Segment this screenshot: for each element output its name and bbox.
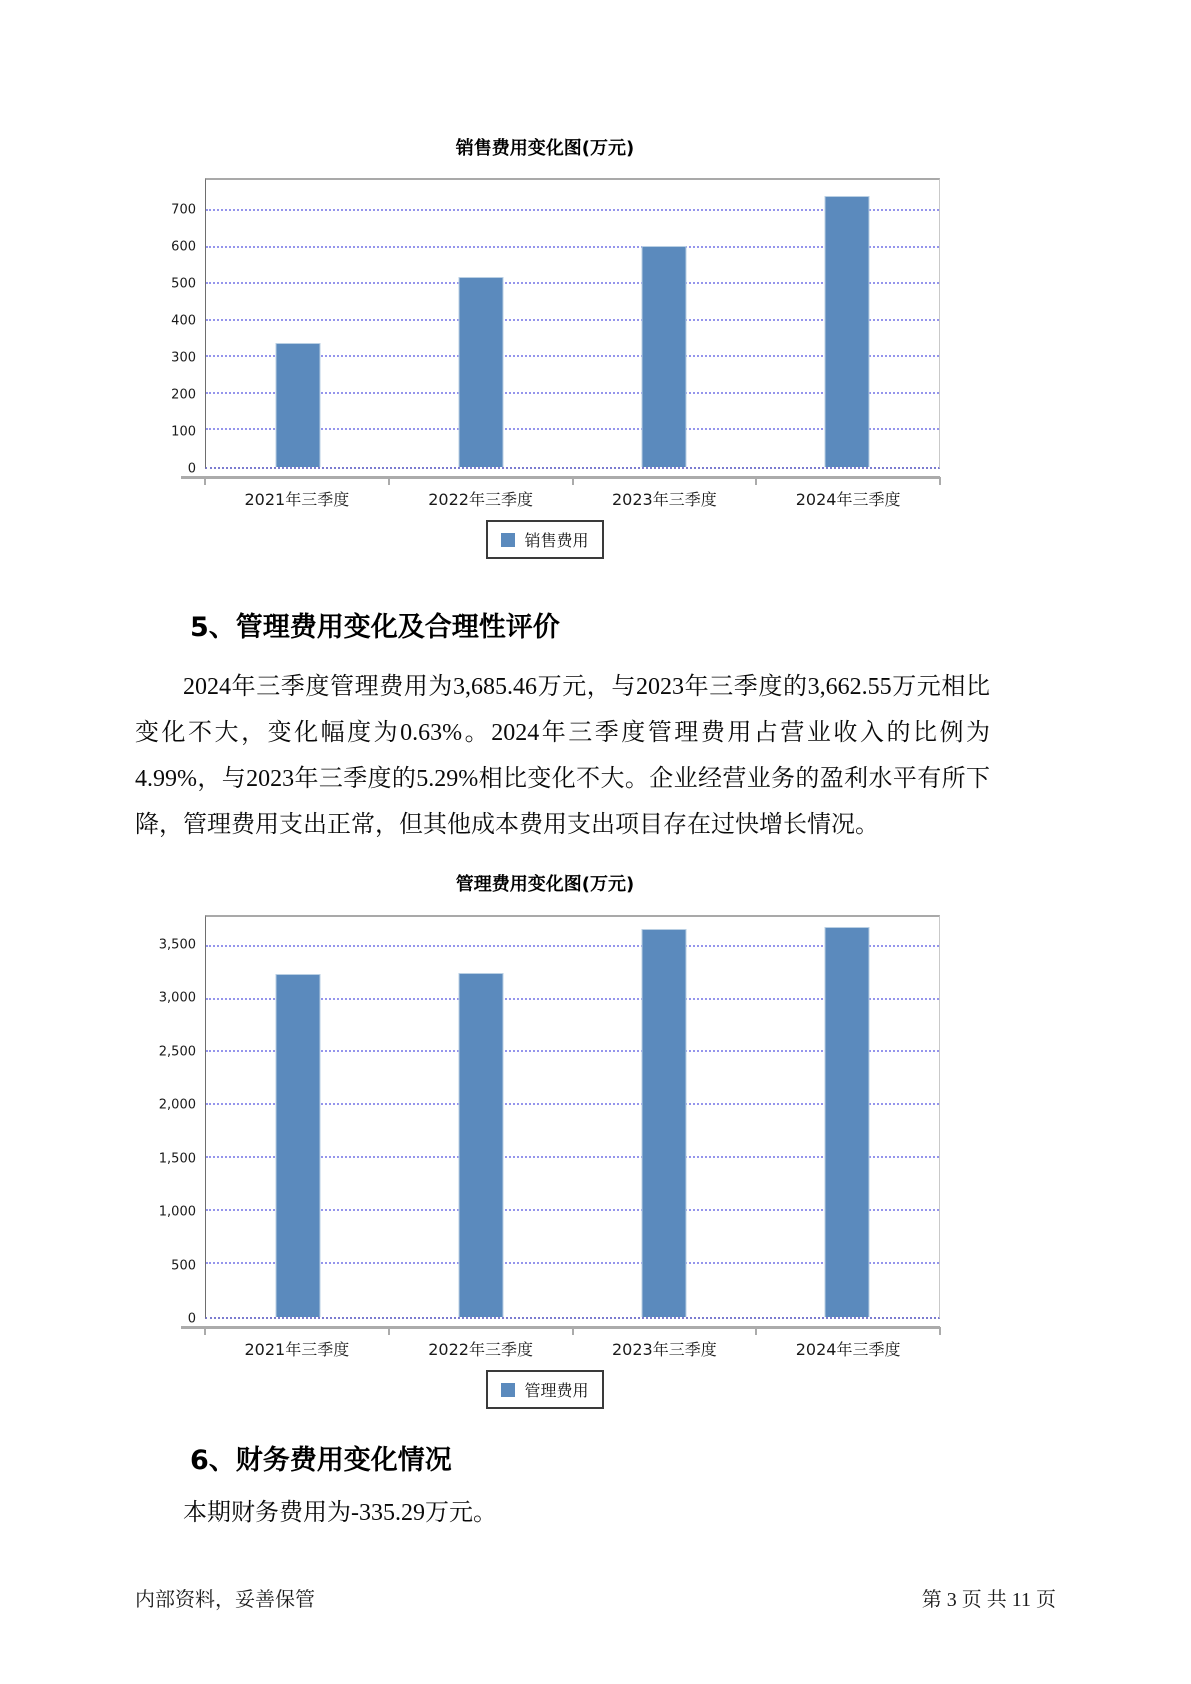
legend-label: 管理费用 [524, 1381, 589, 1400]
chart-title: 销售费用变化图(万元) [455, 138, 635, 159]
x-axis-label: 2021年三季度 [244, 490, 350, 509]
section-5-heading: 5、管理费用变化及合理性评价 [190, 612, 560, 644]
x-axis-label: 2023年三季度 [612, 490, 717, 509]
x-axis-strip-row [150, 476, 940, 487]
x-axis-labels [205, 487, 940, 510]
y-tick-label: 500 [171, 1258, 196, 1274]
y-tick-label: 2,000 [158, 1097, 196, 1113]
section-6-paragraph: 本期财务费用为-335.29万元。 [183, 1500, 497, 1526]
plot-area [205, 915, 940, 1319]
x-axis-tick [939, 1327, 941, 1335]
plot-row [150, 915, 940, 1327]
y-tick-label: 200 [171, 387, 196, 403]
footer-page-number: 第 3 页 共 11 页 [921, 1589, 1056, 1611]
x-axis-line [181, 476, 940, 479]
x-axis-label: 2024年三季度 [795, 1340, 901, 1359]
y-tick-label: 400 [171, 313, 196, 329]
y-axis [150, 178, 205, 477]
axis-spacer [150, 487, 205, 510]
bar-2022年三季度 [458, 277, 503, 467]
section-6-heading: 6、财务费用变化情况 [190, 1445, 452, 1477]
x-axis-tick [755, 477, 757, 485]
axis-spacer [150, 1337, 205, 1360]
x-axis-tick [204, 477, 206, 485]
x-axis-label: 2022年三季度 [428, 1340, 533, 1359]
legend-row [150, 520, 940, 559]
y-tick-label: 100 [171, 424, 196, 440]
y-tick-label: 3,500 [158, 937, 196, 953]
bar-2024年三季度 [825, 196, 870, 467]
y-tick-label: 0 [187, 1311, 196, 1327]
x-axis-tick [388, 477, 390, 485]
bar-2024年三季度 [825, 927, 870, 1317]
x-axis-tick [388, 1327, 390, 1335]
chart-title: 管理费用变化图(万元) [455, 874, 635, 895]
bar-2023年三季度 [642, 929, 687, 1317]
plot-row [150, 178, 940, 477]
bar-2021年三季度 [275, 343, 320, 467]
x-axis [205, 1326, 940, 1337]
legend-label: 销售费用 [524, 531, 589, 550]
legend [486, 520, 603, 559]
x-axis-tick [204, 1327, 206, 1335]
y-tick-label: 1,000 [158, 1204, 196, 1220]
y-tick-label: 600 [171, 239, 196, 255]
x-axis-tick [572, 477, 574, 485]
legend-row [150, 1370, 940, 1409]
x-axis-strip-row [150, 1326, 940, 1337]
x-axis-tick [755, 1327, 757, 1335]
bar-2021年三季度 [275, 974, 320, 1317]
x-axis-line [181, 1326, 940, 1329]
y-tick-label: 0 [187, 461, 196, 477]
y-tick-label: 3,000 [158, 990, 196, 1006]
sales-expense-chart [150, 138, 940, 559]
legend-swatch [501, 533, 515, 547]
x-axis-label: 2024年三季度 [795, 490, 901, 509]
x-axis [205, 476, 940, 487]
management-expense-chart [150, 874, 940, 1409]
x-labels-row [150, 1337, 940, 1360]
bar-2022年三季度 [458, 973, 503, 1317]
section-5-paragraph: 2024年三季度管理费用为3,685.46万元，与2023年三季度的3,662.55万元相比变化不大，变化幅度为0.63%。2024年三季度管理费用占营业收入的比例为4.99%，与2023年三季度的5.29%相比变化不大。企业经营业务的盈利水平有所下降，管理费用支出正常，但其他成本费用支出项目存在过快增长情况。 [135, 674, 990, 838]
x-axis-tick [939, 477, 941, 485]
y-tick-label: 1,500 [158, 1151, 196, 1167]
y-tick-label: 300 [171, 350, 196, 366]
y-tick-label: 2,500 [158, 1044, 196, 1060]
x-axis-labels [205, 1337, 940, 1360]
x-axis-label: 2022年三季度 [428, 490, 533, 509]
x-axis-label: 2023年三季度 [612, 1340, 717, 1359]
bar-2023年三季度 [642, 246, 687, 467]
footer-confidentiality-note: 内部资料，妥善保管 [135, 1589, 315, 1611]
x-axis-tick [572, 1327, 574, 1335]
legend-swatch [501, 1383, 515, 1397]
x-axis-label: 2021年三季度 [244, 1340, 350, 1359]
y-axis [150, 915, 205, 1327]
x-labels-row [150, 487, 940, 510]
y-tick-label: 700 [171, 202, 196, 218]
legend [486, 1370, 603, 1409]
plot-area [205, 178, 940, 469]
y-tick-label: 500 [171, 276, 196, 292]
